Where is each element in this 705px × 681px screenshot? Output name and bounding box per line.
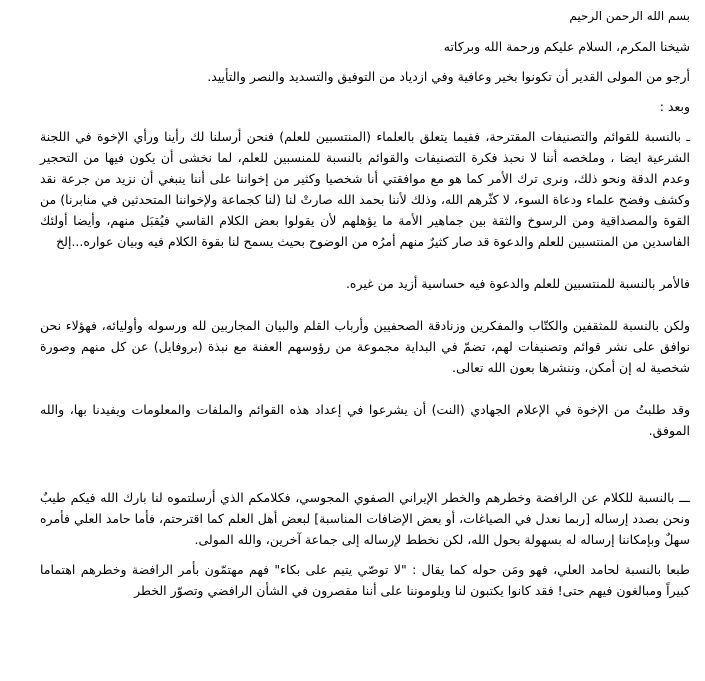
hamid-paragraph: طبعا بالنسبة لحامد العلي، فهو ومَن حوله كما يقال : "لا توصّي يتيم على بكاء" فهم مهتمّون بأمر الرافضة وخطرهم اهتماما كبيراً ومبالغون فيهم حتى! فقد كانوا يكتبون لنا ويلوموننا على أننا مقصرون في الشأن الرافضي وتصوّر الخطر (40, 562, 690, 598)
lists-paragraph: ـ بالنسبة للقوائم والتصنيفات المقترحة، ففيما يتعلق بالعلماء (المنتسبين للعلم) فنحن أرسلنا لك رأينا ورأي الإخوة في اللجنة الشرعية ايضا ، وملخصه أننا لا نحبذ فكرة التصنيفات والقوائم بالنسبة للمنسبين للعلم، لما نخشى أن يكون فيها من التحجير وعدم الدقة ونحو ذلك، ونرى ترك الأمر كما هو مع موافقتي أنا شخصيا وكثير من إخواننا على أننا ينبغي أن نزيد من جرعة نقد وكشف وفضح علماء ودعاة السوء، لا كثّرهم الله، وذلك لأننا بحمد الله صارتْ لنا (لنا كجماعة ولإخواننا المتحدثين في منابرنا) من القوة والمصداقية ومن الرسوخ والثقة بين جماهير الأمة ما يؤهلهم لأن يقولوا بعض الكلام القاسي فيُقبَل منهم، وأيضا أولئك الفاسدين من المنتسبين للعلم والدعوة قد صار كثيرٌ منهم أمرُه من الوضوح بحيث يسمح لنا بقوة الكلام فيه وبيان عواره...إلخ (40, 129, 690, 249)
letter-body (40, 6, 690, 601)
sensitivity-paragraph: فالأمر بالنسبة للمنتسبين للعلم والدعوة فيه حساسية أزيد من غيره. (345, 276, 690, 291)
greeting: شيخنا المكرم، السلام عليكم ورحمة الله وبركاته (443, 39, 690, 54)
rafida-paragraph: ـــ بالنسبة للكلام عن الرافضة وخطرهم والخطر الإيراني الصفوي المجوسي، فكلامكم الذي أرسلتموه لنا بارك الله فيكم طيبٌ ونحن بصدد إرساله [ربما نعدل في الصياغات، أو بعض الإضافات المناسبة] لبعض أهل العلم كما اقترحتم، فأما حامد العلي فأمره سهلٌ وبإمكاننا إرساله له بسهولة بحول الله، لكن نخطط لإرساله إلى جماعة آخرين، والله المولى. (40, 490, 690, 547)
wishes-paragraph: أرجو من المولى القدير أن تكونوا بخير وعافية وفي ازدياد من التوفيق والتسديد والنصر والتأييد. (207, 69, 690, 84)
basmala: بسم الله الرحمن الرحيم (569, 9, 690, 23)
after-opening: وبعد : (659, 99, 690, 114)
net-paragraph: وقد طلبتُ من الإخوة في الإعلام الجهادي (النت) أن يشرعوا في إعداد هذه القوائم والملفات والمعلومات ويفيدنا بها، والله الموفق. (40, 402, 690, 438)
intellectuals-paragraph: ولكن بالنسبة للمثقفين والكتّاب والمفكرين وزنادقة الصحفيين وأرباب القلم والبيان المجاربين لله ورسوله وأوليائه، فهؤلاء نحن نوافق على نشر قوائم وتصنيفات لهم، تضمّ في البداية مجموعة من رؤوسهم العفنة مع نبذة (بروفايل) عن كل منهم وصورة شخصية له إن أمكن، وننشرها بعون الله تعالى. (40, 318, 690, 375)
